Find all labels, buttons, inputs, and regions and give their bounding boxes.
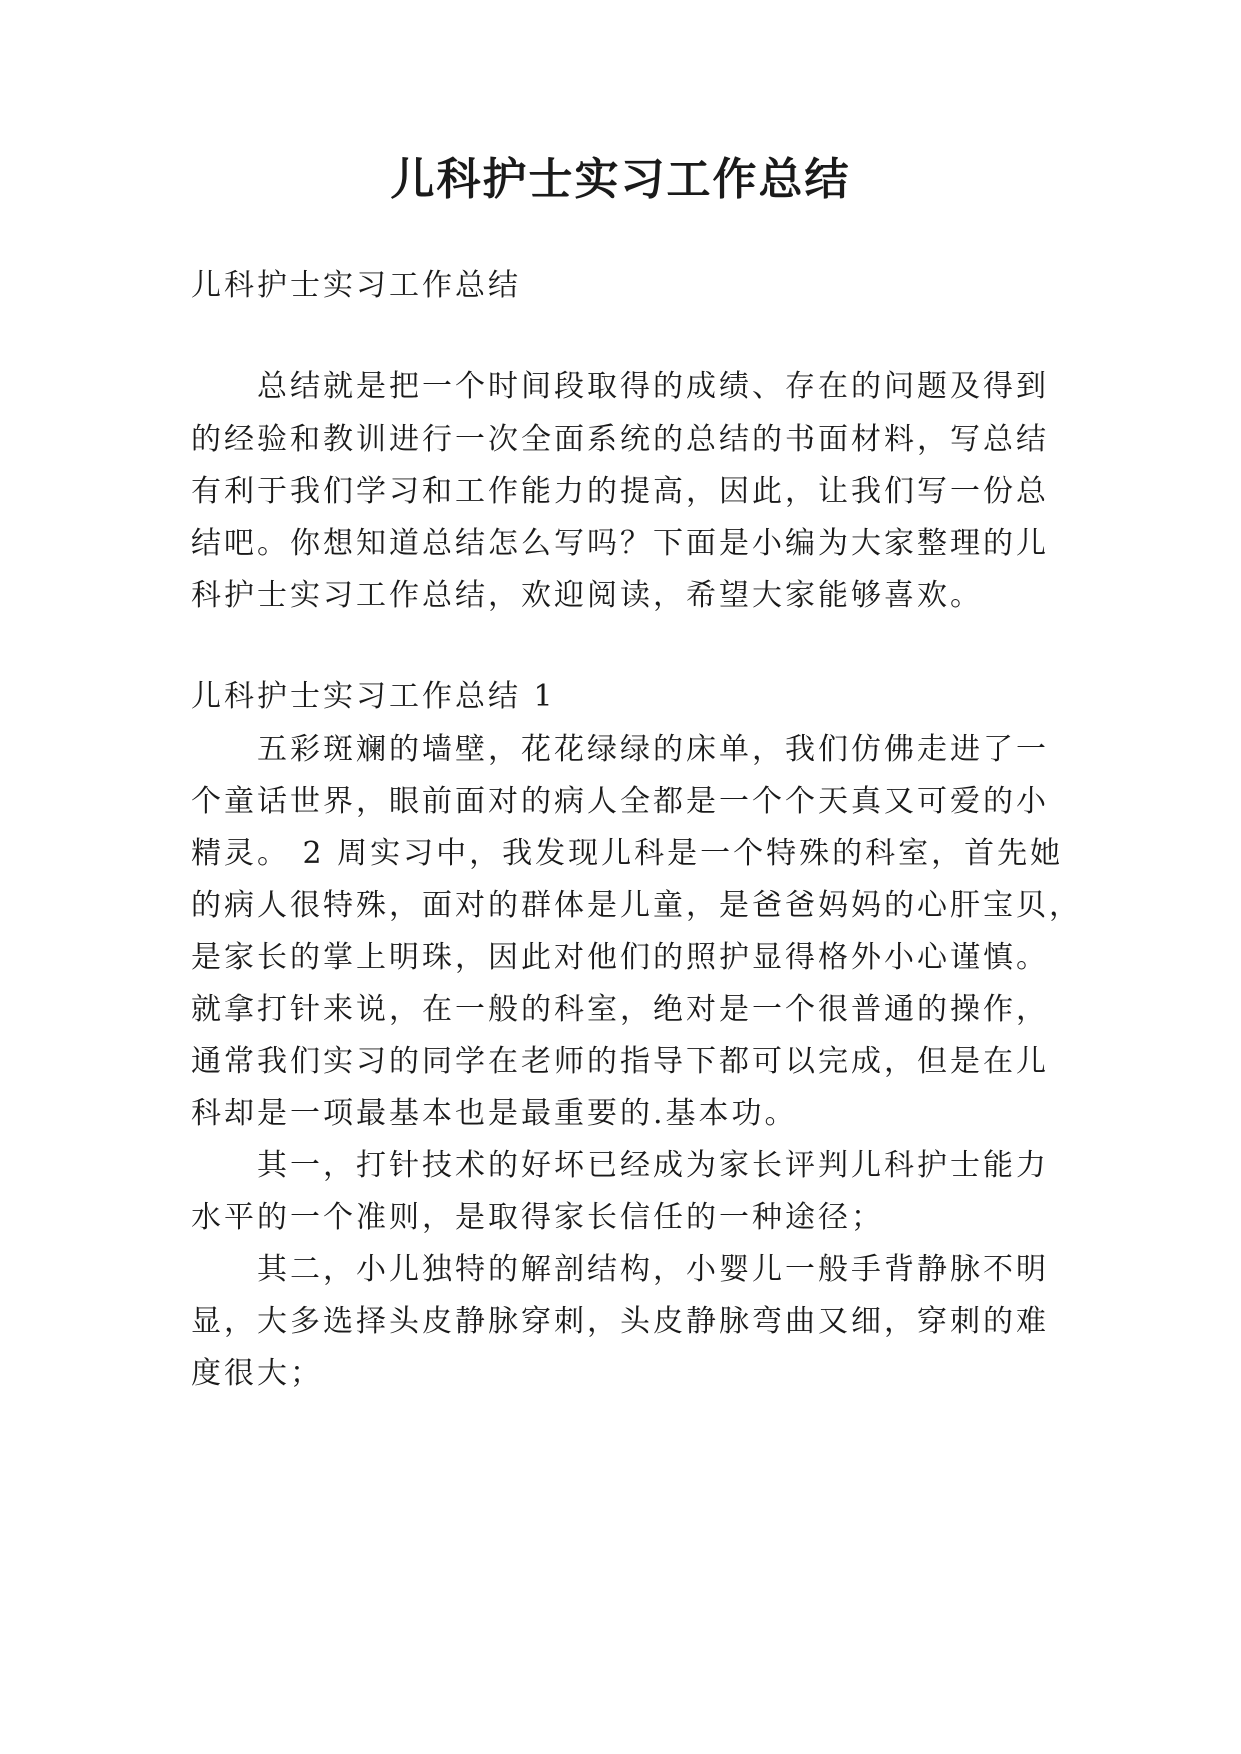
body-line: 其一，打针技术的好坏已经成为家长评判儿科护士能力 xyxy=(257,1148,1049,1183)
document-subtitle: 儿科护士实习工作总结 xyxy=(191,268,521,303)
body-line: 显，大多选择头皮静脉穿刺，头皮静脉弯曲又细，穿刺的难 xyxy=(191,1304,1049,1339)
intro-line: 结吧。你想知道总结怎么写吗？下面是小编为大家整理的儿 xyxy=(191,526,1049,561)
intro-line: 科护士实习工作总结，欢迎阅读，希望大家能够喜欢。 xyxy=(191,578,983,613)
intro-line: 总结就是把一个时间段取得的成绩、存在的问题及得到 xyxy=(257,369,1049,404)
body-line: 的病人很特殊，面对的群体是儿童，是爸爸妈妈的心肝宝贝， xyxy=(191,888,1082,923)
body-line: 就拿打针来说，在一般的科室，绝对是一个很普通的操作， xyxy=(191,992,1049,1027)
body-line: 个童话世界，眼前面对的病人全都是一个个天真又可爱的小 xyxy=(191,784,1049,819)
body-line: 五彩斑斓的墙壁，花花绿绿的床单，我们仿佛走进了一 xyxy=(257,732,1049,767)
section-heading: 儿科护士实习工作总结 1 xyxy=(191,679,556,714)
intro-line: 有利于我们学习和工作能力的提高，因此，让我们写一份总 xyxy=(191,474,1049,509)
body-line: 水平的一个准则，是取得家长信任的一种途径； xyxy=(191,1200,884,1235)
body-line: 科却是一项最基本也是最重要的.基本功。 xyxy=(191,1096,798,1131)
body-line: 度很大； xyxy=(191,1356,323,1391)
body-line: 精灵。 2 周实习中，我发现儿科是一个特殊的科室，首先她 xyxy=(191,836,1064,871)
body-line: 其二，小儿独特的解剖结构，小婴儿一般手背静脉不明 xyxy=(257,1252,1049,1287)
body-line: 是家长的掌上明珠，因此对他们的照护显得格外小心谨慎。 xyxy=(191,940,1049,975)
document-title: 儿科护士实习工作总结 xyxy=(390,154,851,205)
body-line: 通常我们实习的同学在老师的指导下都可以完成，但是在儿 xyxy=(191,1044,1049,1079)
intro-line: 的经验和教训进行一次全面系统的总结的书面材料，写总结 xyxy=(191,422,1049,457)
